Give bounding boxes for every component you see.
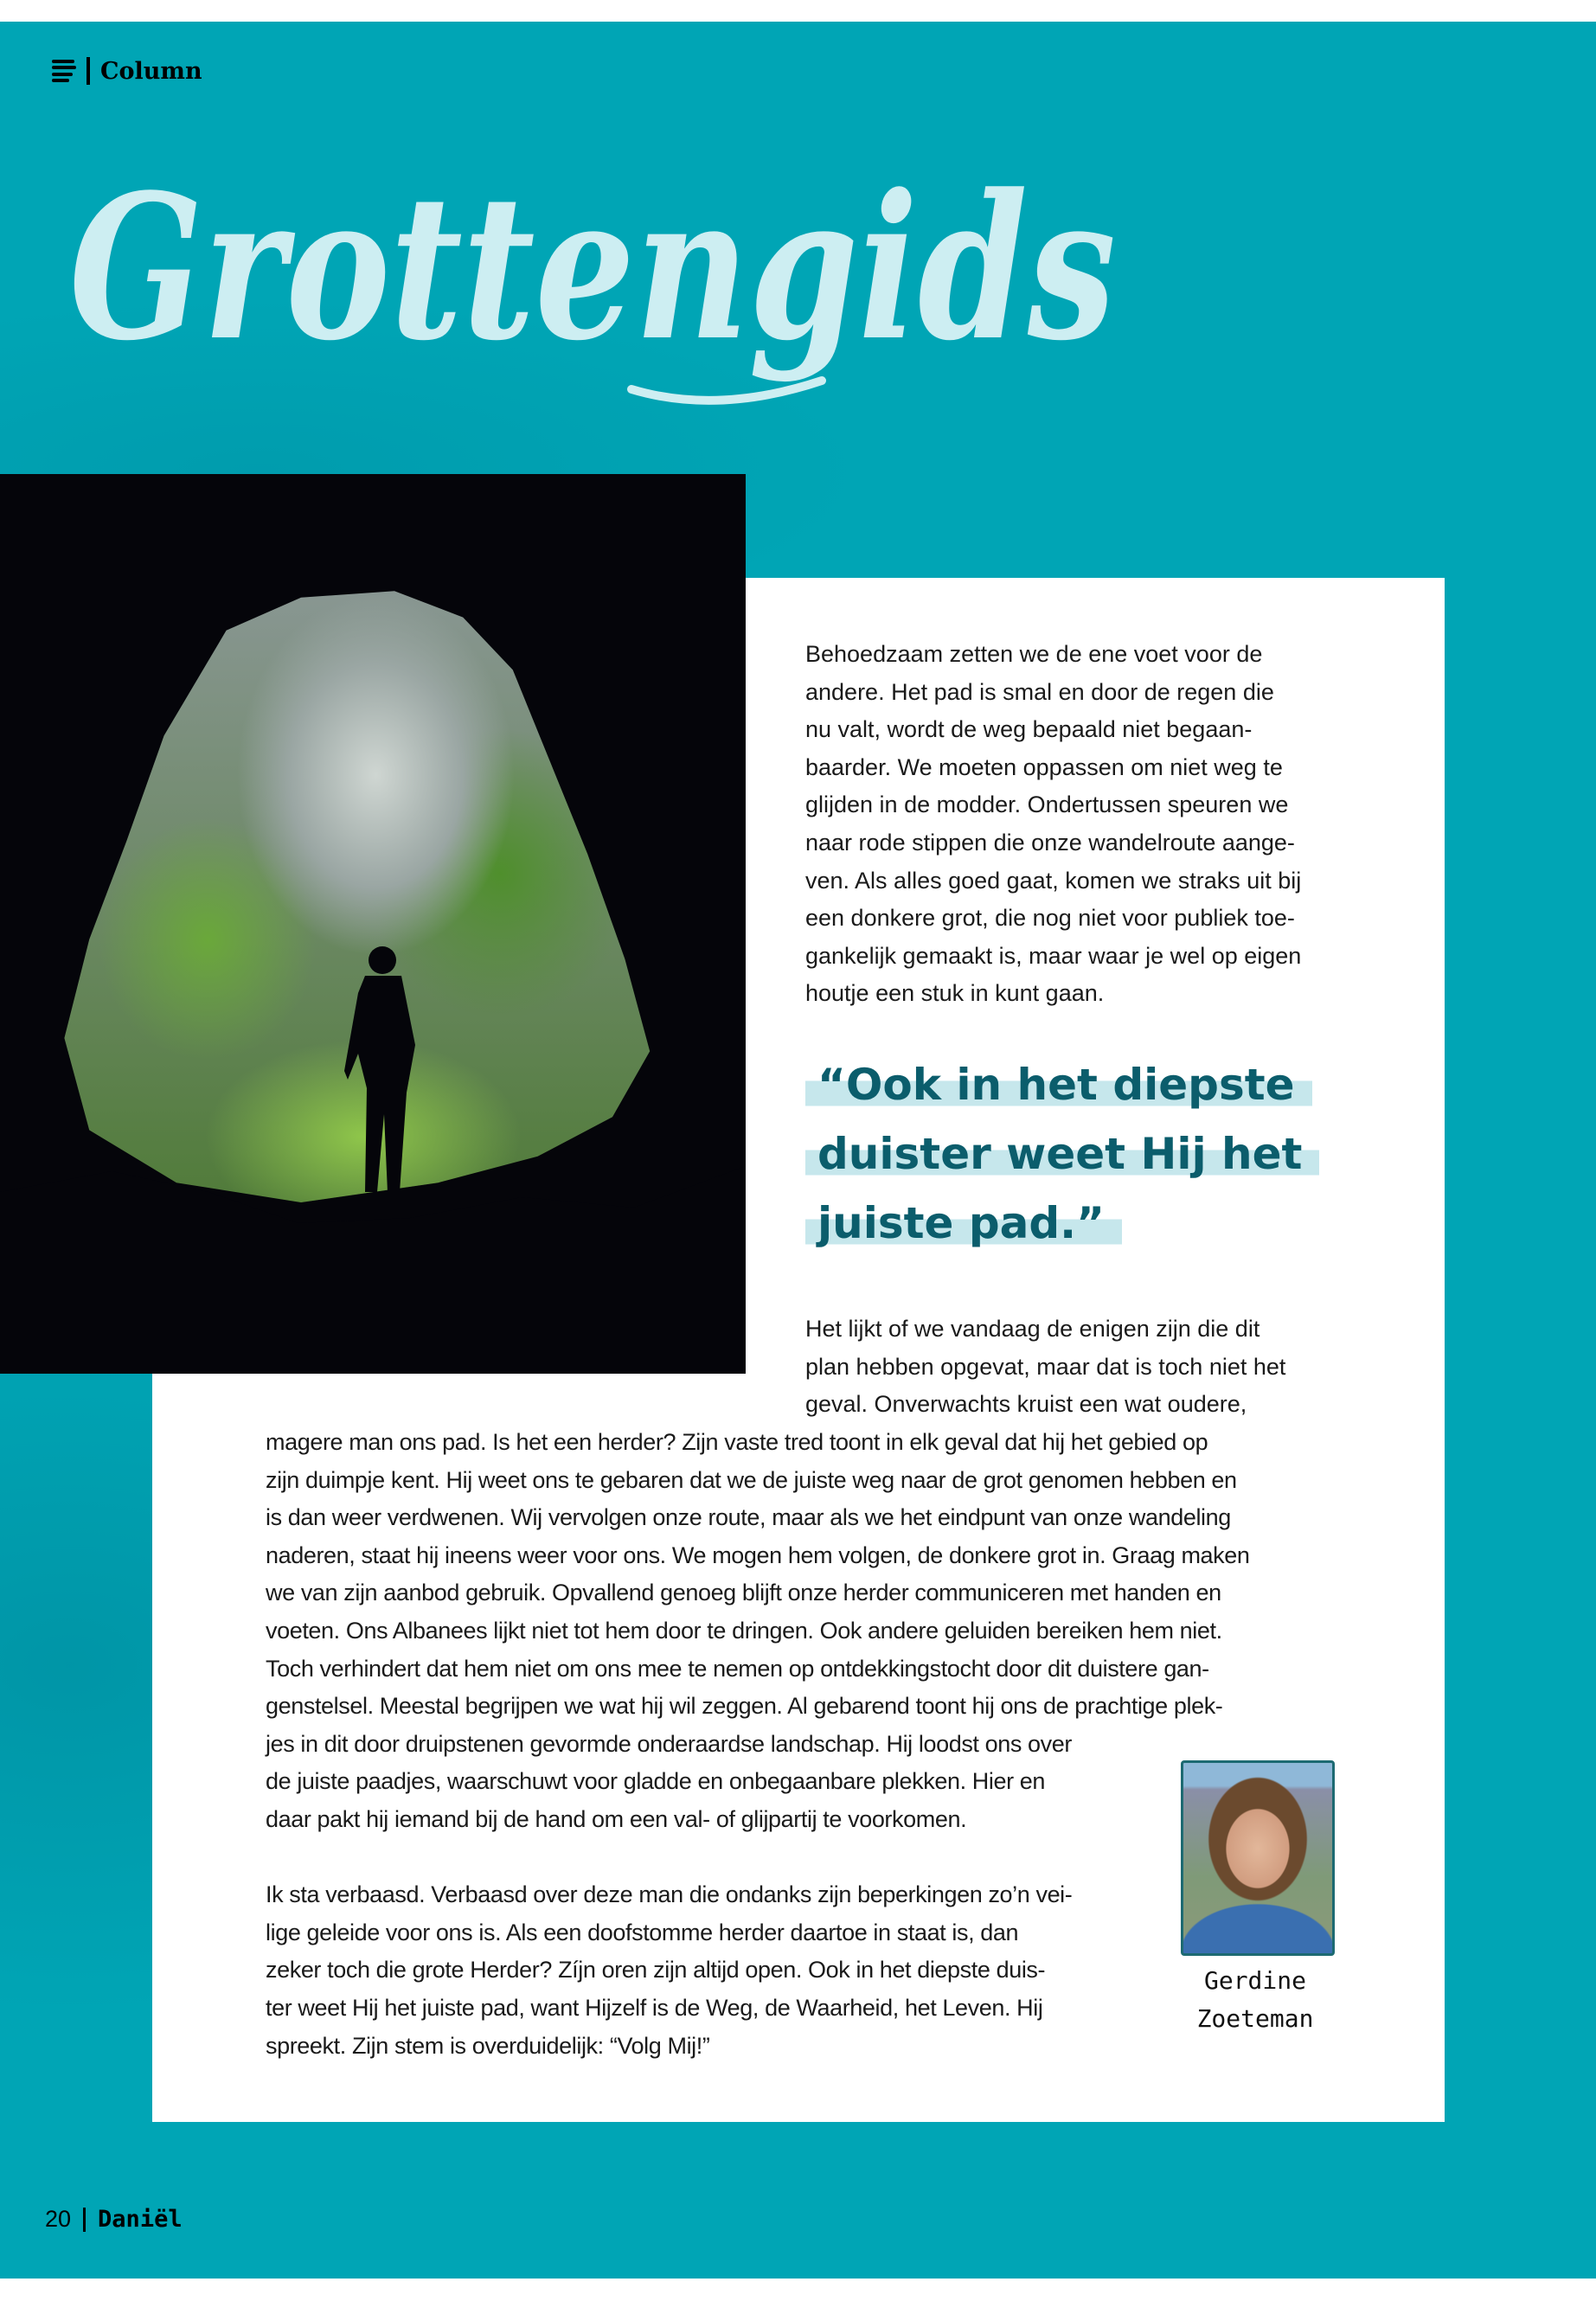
divider xyxy=(87,57,90,85)
text-line: nu valt, wordt de weg bepaald niet begaan- xyxy=(805,716,1253,743)
body-paragraph-narrow xyxy=(805,1311,1285,1424)
text-line: de juiste paadjes, waarschuwt voor gladde en onbegaanbare plekken. Hier en xyxy=(266,1768,1046,1795)
text-line: glijden in de modder. Ondertussen speuren we xyxy=(805,792,1289,818)
text-line: Toch verhindert dat hem niet om ons mee te nemen op ontdekkingstocht door dit duistere gan- xyxy=(266,1655,1209,1682)
text-line: naderen, staat hij ineens weer voor ons. We mogen hem volgen, de donkere grot in. Graag maken xyxy=(266,1541,1250,1568)
author-name xyxy=(1159,1962,1351,2038)
text-line: Het lijkt of we vandaag de enigen zijn die dit xyxy=(805,1316,1260,1342)
text-line: zeker toch die grote Herder? Zíjn oren zijn altijd open. Ook in het diepste duis- xyxy=(266,1957,1046,1984)
text-line: plan hebben opgevat, maar dat is toch niet het xyxy=(805,1353,1286,1380)
section-kicker xyxy=(52,57,202,85)
text-line: ven. Als alles goed gaat, komen we straks uit bij xyxy=(805,867,1302,894)
text-line: we van zijn aanbod gebruik. Opvallend genoeg blijft onze herder communiceren met handen en xyxy=(266,1580,1221,1606)
text-line: gankelijk gemaakt is, maar waar je wel op eigen xyxy=(805,942,1302,969)
page-number: 20 xyxy=(45,2206,72,2232)
text-line: ter weet Hij het juiste pad, want Hijzelf is de Weg, de Waarheid, het Leven. Hij xyxy=(266,1994,1043,2021)
text-line: houtje een stuk in kunt gaan. xyxy=(805,980,1105,1007)
text-line: voeten. Ons Albanees lijkt niet tot hem door te dringen. Ook andere geluiden bereiken hem niet. xyxy=(266,1617,1222,1644)
intro-paragraph xyxy=(805,636,1301,1013)
article-title xyxy=(61,130,1133,441)
text-line: baarder. We moeten oppassen om niet weg te xyxy=(805,753,1283,780)
text-line: Behoedzaam zetten we de ene voet voor de xyxy=(805,641,1263,667)
text-line: magere man ons pad. Is het een herder? Zijn vaste tred toont in elk geval dat hij het gebied op xyxy=(266,1429,1208,1455)
quote-line: duister weet Hij het xyxy=(805,1129,1319,1179)
text-line: andere. Het pad is smal en door de regen die xyxy=(805,678,1274,705)
body-paragraph-full xyxy=(266,1424,1250,2065)
section-label: Column xyxy=(100,57,202,85)
text-line: is dan weer verdwenen. Wij vervolgen onze route, maar als we het eindpunt van onze wandeling xyxy=(266,1504,1231,1531)
lines-icon xyxy=(52,60,76,82)
author-photo xyxy=(1181,1760,1335,1956)
article-title-text: Grottengids xyxy=(69,151,1116,385)
text-line: daar pakt hij iemand bij de hand om een val- of glijpartij te voorkomen. xyxy=(266,1805,967,1832)
magazine-name: Daniël xyxy=(98,2206,183,2233)
hiker-silhouette xyxy=(339,941,434,1201)
page-footer xyxy=(45,2206,183,2233)
paragraph-break xyxy=(266,1839,1250,1877)
quote-line: juiste pad.” xyxy=(805,1198,1122,1248)
pull-quote xyxy=(805,1060,1319,1267)
divider xyxy=(83,2208,86,2232)
author-first-name: Gerdine xyxy=(1203,1966,1306,1995)
text-line: lige geleide voor ons is. Als een doofstomme herder daartoe in staat is, dan xyxy=(266,1919,1019,1945)
text-line: genstelsel. Meestal begrijpen we wat hij wil zeggen. Al gebarend toont hij ons de prachtige plek- xyxy=(266,1693,1223,1720)
quote-line: “Ook in het diepste xyxy=(805,1060,1312,1110)
author-last-name: Zoeteman xyxy=(1196,2004,1314,2033)
text-line: jes in dit door druipstenen gevormde onderaardse landschap. Hij loodst ons over xyxy=(266,1730,1072,1757)
text-line: zijn duimpje kent. Hij weet ons te gebaren dat we de juiste weg naar de grot genomen hebben en xyxy=(266,1466,1237,1493)
text-line: spreekt. Zijn stem is overduidelijk: “Volg Mij!” xyxy=(266,2032,710,2059)
cave-photo xyxy=(0,474,746,1374)
text-line: een donkere grot, die nog niet voor publiek toe- xyxy=(805,905,1295,932)
text-line: Ik sta verbaasd. Verbaasd over deze man die ondanks zijn beperkingen zo’n vei- xyxy=(266,1881,1073,1908)
text-line: naar rode stippen die onze wandelroute aange- xyxy=(805,829,1295,856)
text-line: geval. Onverwachts kruist een wat oudere, xyxy=(805,1391,1247,1418)
